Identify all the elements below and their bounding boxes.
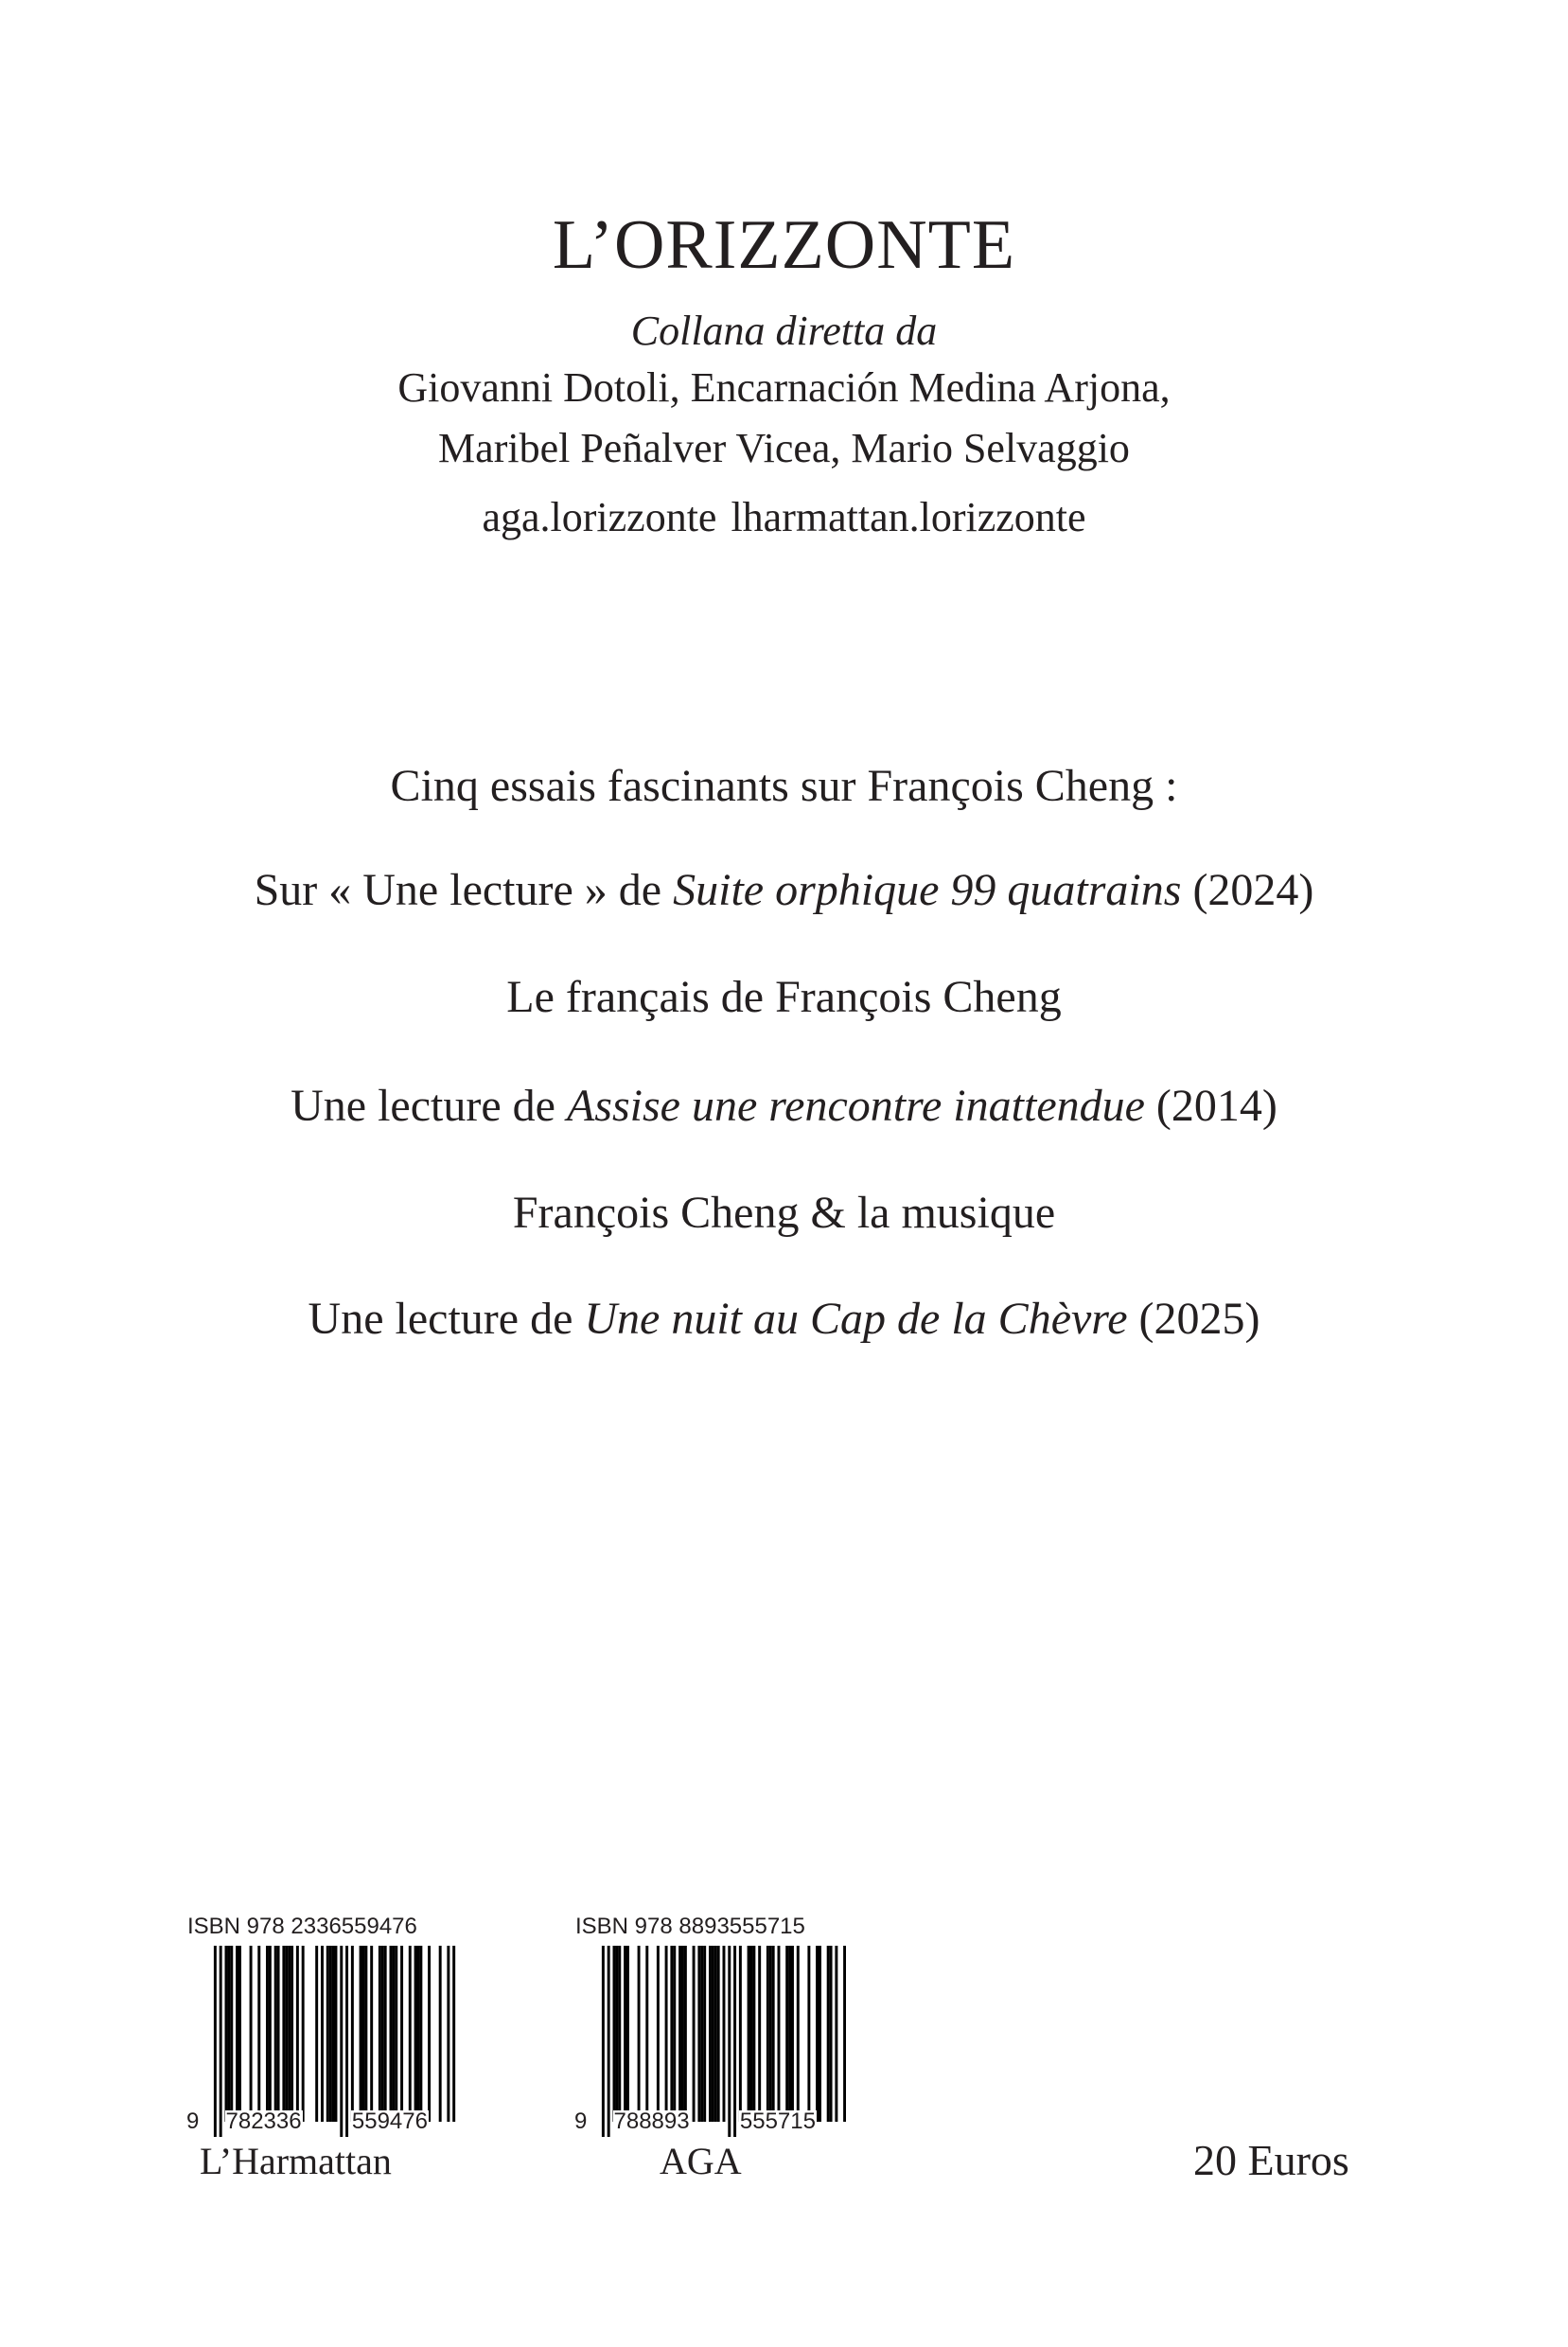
barcode-bar — [785, 1946, 788, 2122]
barcode-bar — [296, 1946, 299, 2122]
barcode-bar — [613, 1946, 616, 2122]
barcode-bar — [332, 1946, 335, 2122]
barcode-bar — [709, 1946, 712, 2122]
barcode-bar — [645, 1946, 648, 2122]
barcode-digit-group: 782336 — [225, 2109, 302, 2134]
barcode-digit-group: 9 — [574, 2109, 588, 2134]
barcode-bar — [750, 1946, 753, 2122]
barcode-bar — [830, 1946, 833, 2122]
barcode-bar — [752, 1946, 755, 2122]
barcode-bar — [733, 1946, 736, 2137]
essay-title: Une lecture de Une nuit au Cap de la Chèvre (2025) — [308, 1294, 1260, 1344]
barcode-bar — [379, 1946, 381, 2122]
editors-line-1: Giovanni Dotoli, Encarnación Medina Arjona, — [397, 364, 1171, 411]
barcode-bar — [390, 1946, 393, 2122]
isbn-label: ISBN 978 2336559476 — [187, 1914, 417, 1939]
barcode-bar — [447, 1946, 449, 2122]
barcode-bar — [439, 1946, 442, 2122]
barcode-bar — [227, 1946, 230, 2122]
barcode-bar — [452, 1946, 455, 2122]
barcode-bar — [700, 1946, 703, 2122]
barcode-bar — [364, 1946, 367, 2122]
barcode-bar — [618, 1946, 621, 2122]
barcode-digit-group: 555715 — [739, 2109, 816, 2134]
essay-title: François Cheng & la musique — [512, 1188, 1056, 1238]
barcode-bar — [712, 1946, 714, 2122]
barcode-bar — [414, 1946, 417, 2122]
publisher-aga: AGA — [660, 2140, 742, 2182]
barcode-bar — [723, 1946, 726, 2122]
barcode-bar — [624, 1946, 626, 2122]
barcode-bar — [843, 1946, 846, 2122]
barcode-bar — [257, 1946, 260, 2122]
barcode-bar — [395, 1946, 397, 2122]
isbn-label: ISBN 978 8893555715 — [575, 1914, 805, 1939]
essays-intro: Cinq essais fascinants sur François Cheng : — [390, 761, 1178, 811]
barcode-bar — [274, 1946, 277, 2122]
barcode-digit-group: 788893 — [613, 2109, 690, 2134]
barcode-bar — [678, 1946, 681, 2122]
barcode-bar — [345, 1946, 348, 2137]
barcode-bar — [230, 1946, 233, 2122]
barcode-bar — [673, 1946, 676, 2122]
barcode-bar — [381, 1946, 384, 2122]
barcode-bar — [409, 1946, 412, 2122]
barcode-bar — [282, 1946, 285, 2122]
series-title: L’ORIZZONTE — [552, 206, 1016, 284]
barcode-bar — [340, 1946, 343, 2137]
barcode-bar — [758, 1946, 761, 2122]
barcode-bar — [285, 1946, 288, 2122]
barcode-bar — [335, 1946, 338, 2122]
barcode-bar — [302, 1946, 305, 2122]
directed-by-label: Collana diretta da — [630, 308, 938, 354]
barcode-bar — [657, 1946, 660, 2122]
barcode-bar — [717, 1946, 720, 2122]
barcode-bar — [816, 1946, 819, 2122]
barcode-bar — [714, 1946, 717, 2122]
barcode-bar — [615, 1946, 618, 2122]
barcode-bar — [370, 1946, 373, 2122]
web-handles: aga.lorizzonte lharmattan.lorizzonte — [482, 494, 1086, 540]
barcode-bar — [681, 1946, 684, 2122]
barcode-bar — [728, 1946, 731, 2137]
barcode-bar — [626, 1946, 629, 2122]
barcode-bar — [748, 1946, 750, 2122]
barcode-bar — [791, 1946, 794, 2122]
editors-line-2: Maribel Peñalver Vicea, Mario Selvaggio — [438, 425, 1130, 471]
barcode-bar — [602, 1946, 605, 2137]
barcode-bar — [835, 1946, 837, 2122]
barcode-bar — [608, 1946, 610, 2137]
barcode-bar — [329, 1946, 332, 2122]
barcode-bar — [693, 1946, 696, 2122]
barcode-bar — [238, 1946, 241, 2122]
barcode-bar — [392, 1946, 395, 2122]
barcode-bar — [250, 1946, 253, 2122]
barcode-bar — [225, 1946, 228, 2122]
barcode-bar — [797, 1946, 800, 2122]
barcode-bar — [739, 1946, 742, 2122]
barcode-bar — [419, 1946, 422, 2122]
barcode-bar — [819, 1946, 821, 2122]
essay-title: Le français de François Cheng — [506, 972, 1062, 1022]
barcode-bar — [362, 1946, 365, 2122]
barcode-bar — [766, 1946, 769, 2122]
barcode-bar — [778, 1946, 781, 2122]
essay-title: Sur « Une lecture » de Suite orphique 99 quatrains (2024) — [254, 865, 1314, 915]
barcode-bar — [288, 1946, 291, 2122]
barcode-bar — [315, 1946, 318, 2122]
barcode-bar — [266, 1946, 269, 2122]
price: 20 Euros — [1193, 2136, 1349, 2184]
barcode-bar — [670, 1946, 673, 2122]
barcode-bar — [269, 1946, 272, 2122]
barcode-bar — [417, 1946, 420, 2122]
barcode-digit-group: 559476 — [351, 2109, 428, 2134]
barcode-bar — [360, 1946, 362, 2122]
barcode-bar — [697, 1946, 700, 2122]
barcode-bar — [769, 1946, 772, 2122]
barcode-bar — [665, 1946, 668, 2122]
barcode-bar — [428, 1946, 431, 2122]
barcode-bar — [351, 1946, 354, 2122]
barcode-bar — [827, 1946, 830, 2122]
barcode-bar — [638, 1946, 641, 2122]
barcode-bar — [220, 1946, 222, 2137]
barcode-bar — [400, 1946, 403, 2122]
barcode-bar — [291, 1946, 293, 2122]
barcode-bar — [236, 1946, 238, 2122]
barcode-bar — [772, 1946, 775, 2122]
barcode-bar — [384, 1946, 387, 2122]
barcode-bar — [277, 1946, 280, 2122]
publisher-harmattan: L’Harmattan — [200, 2140, 392, 2182]
barcode-bar — [807, 1946, 810, 2122]
barcode-bar — [214, 1946, 217, 2137]
barcode-bar — [684, 1946, 687, 2122]
barcode-digit-group: 9 — [186, 2109, 200, 2134]
barcode-bar — [788, 1946, 791, 2122]
barcode-bar — [321, 1946, 324, 2122]
barcode-bar — [326, 1946, 329, 2122]
essay-title: Une lecture de Assise une rencontre inattendue (2014) — [291, 1081, 1277, 1131]
barcode-bar — [703, 1946, 706, 2122]
